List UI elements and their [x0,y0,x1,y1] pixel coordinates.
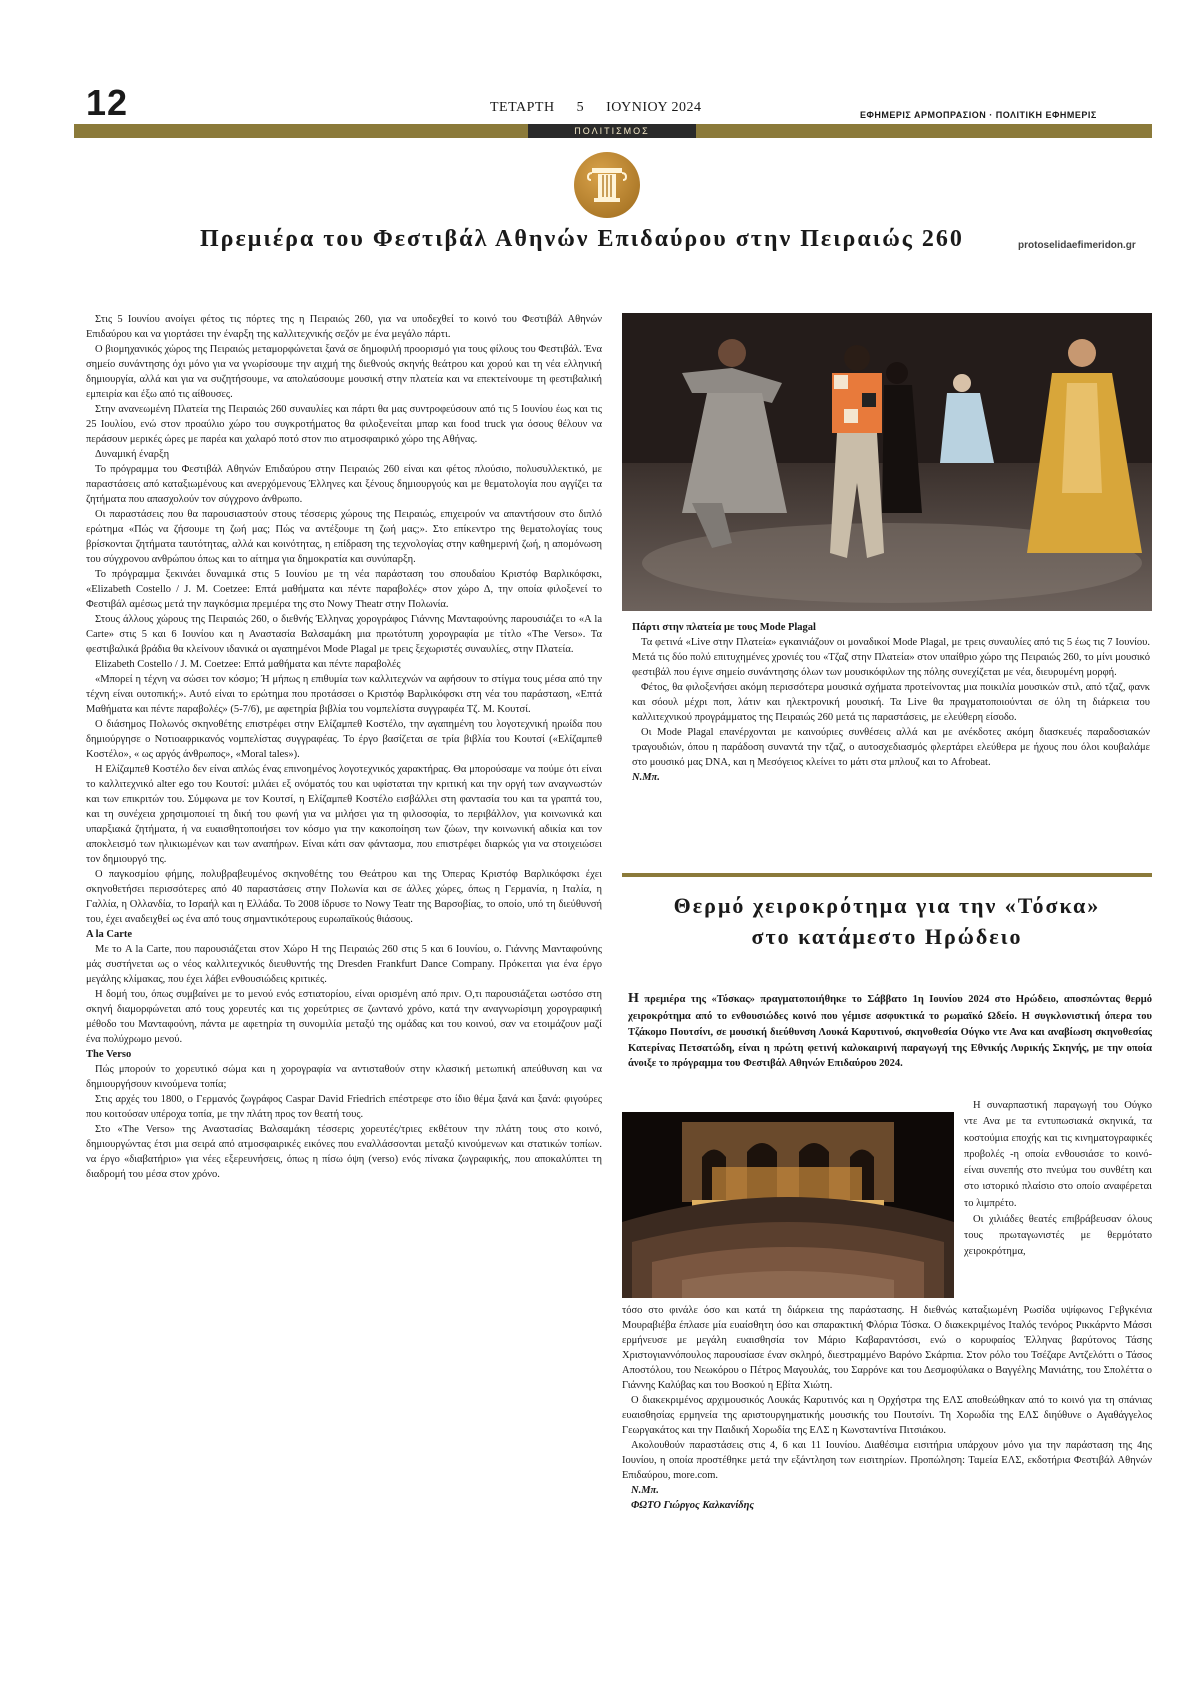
article1-paragraph: Στους άλλους χώρους της Πειραιώς 260, ο διεθνής Έλληνας χορογράφος Γιάννης Μανταφούνης παρουσιάζει το «A la Carte» στις 5 και 6 Ιουνίου και η Αναστασία Βαλσαμάκη μια πρωτότυπη χορογραφία με τίτλο «The Verso». Τα φεστιβαλικά βράδια θα κλείνουν ιδανικά οι αγαπημένοι Mode Plagal με τρεις ξεχωριστές συναυλίες, στην Πλατεία. [86,614,602,655]
article1-paragraph: Στο «The Verso» της Αναστασίας Βαλσαμάκη τέσσερις χορευτές/τριες εκθέτουν την πλάτη τους στο κοινό, δημιουργώντας έτσι μια σειρά από ατμοσφαιρικές εικόνες που εναλλάσσονται μεταξύ κινούμενων και στατικών τοπίων. να έργο «διαβατήριο» για νέες εξερευνήσεις, όπως η πίσω όψη (verso) ενός πίνακα ζωγραφικής, που αποκαλύπτει τη διαδρομή του μέσα στον χρόνο. [86,1124,602,1180]
article1-subhead: Elizabeth Costello / J. M. Coetzee: Επτά μαθήματα και πέντε παραβολές [95,659,401,670]
article2-lead: Η πρεμιέρα της «Τόσκας» πραγματοποιήθηκε το Σάββατο 1η Ιουνίου 2024 στο Ηρώδειο, αποσπώντας θερμό χειροκρότημα από το ενθουσιώδες κοινό που γέμισε ασφυκτικά το ρωμαϊκό Ωδείο. Η συγκλονιστική όπερα του Τζάκομο Πουτσίνι, σε μουσική διεύθυνση Λουκά Καρυτινού, σκηνοθεσία Ούγκο ντε Ανα και αναβίωση σκηνοθεσίας Κατερίνας Πετσατώδη, είναι η πρώτη φετινή καλοκαιρινή παραγωγή της Εθνικής Λυρικής Σκηνής, με την οποία άνοιξε το πρόγραμμα του Φεστιβάλ Αθηνών Επιδαύρου 2024. [628,991,1152,1070]
sidebar-paragraph: Τα φετινά «Live στην Πλατεία» εγκαινιάζουν οι μοναδικοί Mode Plagal, με τρεις συναυλίες από τις 5 έως τις 7 Ιουνίου. Μετά τις δύο πολύ επιτυχημένες χρονιές του «Τζαζ στην Πλατεία» στον υπαίθριο χώρο της Πειραιώς 260, το μίνι μουσικό φεστιβάλ που έγινε σημείο συνάντησης όλων των μουσικόφιλων της πόλης συνεχίζεται με νέα, διευρυμένη μορφή. [632,637,1150,678]
photo-credit: ΦΩΤΟ Γιώργος Καλκανίδης [631,1500,755,1511]
article2-headline-line2: στο κατάμεστο Ηρώδειο [751,924,1023,950]
watermark: protoselidaefimeridon.gr [1018,240,1136,251]
article2-paragraph: Ο διακεκριμένος αρχιμουσικός Λουκάς Καρυτινός και η Ορχήστρα της ΕΛΣ αποθεώθηκαν από το κοινό για τη σπάνιας ευαισθησίας ερμηνεία της αριστουργηματικής μουσικής του Πουτσίνι. Τη Χορωδία της ΕΛΣ διηύθυνε ο Αγαθάγγελος Γεωργακάτος και την Παιδική Χορωδία της ΕΛΣ η Κωνσταντίνα Πιτσιάκου. [622,1395,1152,1436]
article1-subhead: Δυναμική έναρξη [95,449,170,460]
article2-headline-line1: Θερμό χειροκρότημα για την «Τόσκα» [673,893,1101,918]
sidebar-body [632,620,1150,785]
dateline-date: 5 [576,100,585,115]
article1-paragraph: «Μπορεί η τέχνη να σώσει τον κόσμο; Ή μήπως η επιθυμία των καλλιτεχνών να αφήσουν το στίγμα τους μέσα από την τέχνη είναι ουτοπική;». Αυτό είναι το ερώτημα που προτάσσει ο Κριστόφ Βαρλικόφσκι στη νέα του παράσταση, «Επτά Μαθήματα και πέντε παραβολές» (5-7/6), με αφετηρία βιβλία του νομπελίστα συγγραφέα Τζ. Μ. Κουτσί. [86,674,602,715]
article1-paragraph: Το πρόγραμμα ξεκινάει δυναμικά στις 5 Ιουνίου με τη νέα παράσταση του σπουδαίου Κριστόφ Βαρλικόφσκι, «Elizabeth Costello / J. M. Coetzee: Επτά μαθήματα και πέντε παραβολές» στον χώρο Δ, την οποία φιλοξενεί το Φεστιβάλ αμέσως μετά την παγκόσμια πρεμιέρα της στο Nowy Theatr στην Πολωνία. [86,569,602,610]
article2-paragraph: Οι χιλιάδες θεατές επιβράβευσαν όλους τους πρωταγωνιστές με θερμότατο χειροκρότημα, [964,1213,1152,1258]
herodion-opera-photo [622,1112,954,1298]
sidebar-paragraph: Φέτος, θα φιλοξενήσει ακόμη περισσότερα μουσικά σχήματα προτείνοντας μια ποικιλία μουσικών στιλ, από τζαζ, φανκ και σόουλ μέχρι ποπ, λάτιν και ηλεκτρονική μουσική. Τα Live θα πραγματοποιούνται σε όλη τη διάρκεια του καλλιτεχνικού προγράμματος της Πειραιώς 260 μετά τις παραστάσεις, με ελεύθερη είσοδο. [632,682,1150,723]
article1-paragraph: Ο διάσημος Πολωνός σκηνοθέτης επιστρέφει στην Ελίζαμπεθ Κοστέλο, την αγαπημένη του λογοτεχνική ηρωίδα που δημιούργησε ο Νοτιοαφρικανός νομπελίστας συγγραφέας. Το έργο βασίζεται σε τρία βιβλία του Κουτσί («Ελίζαμπεθ Κοστέλο», « ως αργός άνθρωπος», «Moral tales»). [86,719,602,760]
article1-paragraph: Στις αρχές του 1800, ο Γερμανός ζωγράφος Caspar David Friedrich επέστρεφε στο ίδιο θέμα ξανά και ξανά: φιγούρες που κοιτούσαν υπέροχα τοπία, με την πλάτη προς τον θεατή τους. [86,1094,602,1120]
article2-paragraph: Η συναρπαστική παραγωγή του Ούγκο ντε Ανα με τα εντυπωσιακά σκηνικά, τα κοστούμια εποχής και τις κινηματογραφικές προβολές -η οποία ενθουσιάσε το κοινό- είναι συνεπής στο πνεύμα του συνθέτη και στο ιστορικό πλαίσιο στο οποίο αναφέρεται το λιμπρέτο. [964,1100,1152,1209]
article1-subhead: A la Carte [86,929,133,940]
dance-performance-photo [622,313,1152,611]
article2-signature: Ν.Μπ. [631,1485,659,1496]
article1-paragraph: Ο παγκοσμίου φήμης, πολυβραβευμένος σκηνοθέτης του Θεάτρου και της Όπερας Κριστόφ Βαρλικόφσκι έχει σκηνοθετήσει περισσότερες από 40 παραστάσεις στην Πολωνία και σε άλλες χώρες, όπως η Γερμανία, η Ιταλία, η Γαλλία, η Ολλανδία, το Ισραήλ και η Ελλάδα. Το 2008 ίδρυσε το Nowy Teatr της Βαρσοβίας, το οποίο, υπό τη διεύθυνσή του, έχει αναδειχθεί ως ένα από τους σημαντικότερους ευρωπαϊκούς θιάσους. [86,869,602,925]
article1-paragraph: Στις 5 Ιουνίου ανοίγει φέτος τις πόρτες της η Πειραιώς 260, για να υποδεχθεί το κοινό του Φεστιβάλ Αθηνών Επιδαύρου και να γιορτάσει την έναρξη της καλλιτεχνικής σεζόν με ένα μεγάλο πάρτι. [86,314,602,340]
masthead-mini: ΕΦΗΜΕΡΙΣ ΑΡΜΟΠΡΑΣΙΟΝ · ΠΟΛΙΤΙΚΗ ΕΦΗΜΕΡΙΣ [860,110,1097,120]
article1-headline: Πρεμιέρα του Φεστιβάλ Αθηνών Επιδαύρου στην Πειραιώς 260 [200,226,964,252]
section-tab: ΠΟΛΙΤΙΣΜΟΣ [528,124,696,138]
sidebar-signature: Ν.Μπ. [632,772,660,783]
article1-paragraph: Το πρόγραμμα του Φεστιβάλ Αθηνών Επιδαύρου στην Πειραιώς 260 είναι και φέτος πλούσιο, πολυσυλλεκτικό, με παραστάσεις από καταξιωμένους και ανερχόμενους Έλληνες και ξένους δημιουργούς και με θεματολογία που αγγίζει τα ζητήματα που απασχολούν τον σύγχρονο άνθρωπο. [86,464,602,505]
article2-body [622,1303,1152,1513]
article1-paragraph: Πώς μπορούν το χορευτικό σώμα και η χορογραφία να αντισταθούν στην κλασική μετωπική απεύθυνση και να δημιουργήσουν κινούμενα τοπία; [86,1064,602,1090]
dateline [490,100,720,116]
page-number: 12 [86,82,129,123]
article2-paragraph: Ακολουθούν παραστάσεις στις 4, 6 και 11 Ιουνίου. Διαθέσιμα εισιτήρια υπάρχουν μόνο για την παράσταση της 4ης Ιουνίου, η οποία προστέθηκε μετά την εξάντληση των εισιτηρίων. Προπώληση: Ταμεία ΕΛΣ, εκδοτήρια Φεστιβάλ Αθηνών Επιδαύρου, more.com. [622,1440,1152,1481]
article1-paragraph: Η Ελίζαμπεθ Κοστέλο δεν είναι απλώς ένας επινοημένος λογοτεχνικός χαρακτήρας. Θα μπορούσαμε να πούμε ότι είναι το καλλιτεχνικό alter ego του Κουτσί: μιλάει εξ ονόματός του και υφίσταται την κριτική και την οργή των αναγνωστών και των επικριτών του. Σύμφωνα με τον Κουτσί, η Ελίζαμπεθ Κοστέλο εισβάλλει στη φαντασία του και τα γραπτά του, και τη συνέχεια χρησιμοποιεί τη δική του φωνή για να μιλήσει για τη φιλοσοφία, το περιβάλλον, για κοινωνικά και υπαρξιακά ζητήματα, ή να ευαισθητοποιήσει τον κόσμο για την κακοποίηση των ζώων, την κοινωνική αδικία και τον αποκλεισμό των ηλικιωμένων και των αναπήρων. Είναι κάτι σαν φάντασμα, που επιστρέφει διαρκώς για να στοιχειώσει τον δημιουργό της. [86,764,602,865]
dateline-day: ΤΕΤΑΡΤΗ [490,100,555,115]
article1-paragraph: Η δομή του, όπως συμβαίνει με το μενού ενός εστιατορίου, είναι ορισμένη από πριν. Ο,τι παρουσιάζεται ωστόσο στη σκηνή διαμορφώνεται από τους χορευτές και τις χορεύτριες σε ζωντανό χρόνο, κατά την αναγνωρίσιμη χορογραφική μέθοδο του Μανταφούνη, πάντα με αφετηρία τη συνομιλία μεταξύ της ομάδας και του κοινού, σαν να ετοιμάζουν μαζί ένα πολύχρωμο μενού. [86,989,602,1045]
section-divider [622,873,1152,877]
article2-paragraph: τόσο στο φινάλε όσο και κατά τη διάρκεια της παράστασης. Η διεθνώς καταξιωμένη Ρωσίδα υψίφωνος Γεβγκένια Μουραβιέβα έπλασε μία ευαίσθητη όσο και σπαρακτική Φλόρια Τόσκα. Ο διακεκριμένος Ιταλός τενόρος Ρικκάρντο Μάσσι ερμήνευσε με μεγάλη ευαισθησία τον Μάριο Καβαραντόσσι, ενώ ο κορυφαίος Έλληνας βαρύτονος Τάσης Χριστογιαννόπουλος παρουσίασε έναν σκληρό, διεστραμμένο Βαρόνο Σκάρπια. Στον ρόλο του Τσέζαρε Αντζελόττι ο Τάσος Αποστόλου, του Νεωκόρου ο Πέτρος Μαγουλάς, του Σαρρόνε και του Δεσμοφύλακα ο Βαγγέλης Μανιάτης, του Σπολέττα ο Γιάννης Καλύβας και του Βοσκού η Εβίτα Χιώτη. [622,1305,1152,1391]
article1-body [86,312,602,1182]
article2-float-column [964,1098,1152,1261]
greek-column-icon [574,152,640,218]
article1-paragraph: Στην ανανεωμένη Πλατεία της Πειραιώς 260 συναυλίες και πάρτι θα μας συντροφεύσουν από τις 5 Ιουνίου έως και τις 25 Ιουλίου, ενώ στον προαύλιο χώρο του συγκροτήματος θα φιλοξενείται μπαρ και food truck για όσους θέλουν να περάσουν μερικές ώρες με παρέα και χαλαρό ποτό στον πιο ατμοσφαιρικό χώρο της Αθήνας. [86,404,602,445]
sidebar-subhead: Πάρτι στην πλατεία με τους Mode Plagal [632,622,816,633]
article1-subhead: The Verso [86,1049,132,1060]
article1-paragraph: Ο βιομηχανικός χώρος της Πειραιώς μεταμορφώνεται ξανά σε δημοφιλή προορισμό για τους φίλους του Φεστιβάλ. Ένα σημείο συνάντησης όχι μόνο για να γνωρίσουμε την αιχμή της διεθνούς σκηνής θεάτρου και χορού και τη νέα ελληνική δημιουργία, αλλά και για να συζητήσουμε, να απολαύσουμε μουσική στην πλατεία και να επεκτείνουμε τη φεστιβαλική εμπειρία και έξω από τις αίθουσες. [86,344,602,400]
article1-paragraph: Οι παραστάσεις που θα παρουσιαστούν στους τέσσερις χώρους της Πειραιώς, επιχειρούν να απαντήσουν στο διπλό ερώτημα «Πώς να ζήσουμε τη ζωή μας; Πώς να αντέξουμε τη ζωή μας;». Στο επίκεντρο της θεματολογίας τους βρίσκονται ζητήματα ταυτότητας, αλλά και κοινότητας, η επίδραση της τεχνολογίας στην καθημερινή ζωή, η απομόνωση του σύγχρονου ανθρώπου όπως και το αίτημα για δημοκρατία και συνύπαρξη. [86,509,602,565]
sidebar-paragraph: Οι Mode Plagal επανέρχονται με καινούριες συνθέσεις αλλά και με ανέκδοτες ακόμη διασκευές παραδοσιακών τραγουδιών, όπου η παράδοση συναντά την τζαζ, ο αυτοσχεδιασμός φλερτάρει ελεύθερα με ήχους που όλοι κουβαλάμε στο μουσικό μας DNA, και η Μεσόγειος κλείνει το μάτι στα μπλουζ και το Afrobeat. [632,727,1150,768]
article1-paragraph: Με το A la Carte, που παρουσιάζεται στον Χώρο Η της Πειραιώς 260 στις 5 και 6 Ιουνίου, ο. Γιάννης Μανταφούνης μάς συστήνεται ως ο νέος καλλιτεχνικός διευθυντής της Dresden Frankfurt Dance Company. Πρόκειται για ένα έργο μεγάλης κλίμακας, που έχει λάβει ενθουσιώδεις κριτικές. [86,944,602,985]
dateline-month-year: ΙΟΥΝΙΟΥ 2024 [606,100,702,115]
article2-headline [622,890,1152,952]
